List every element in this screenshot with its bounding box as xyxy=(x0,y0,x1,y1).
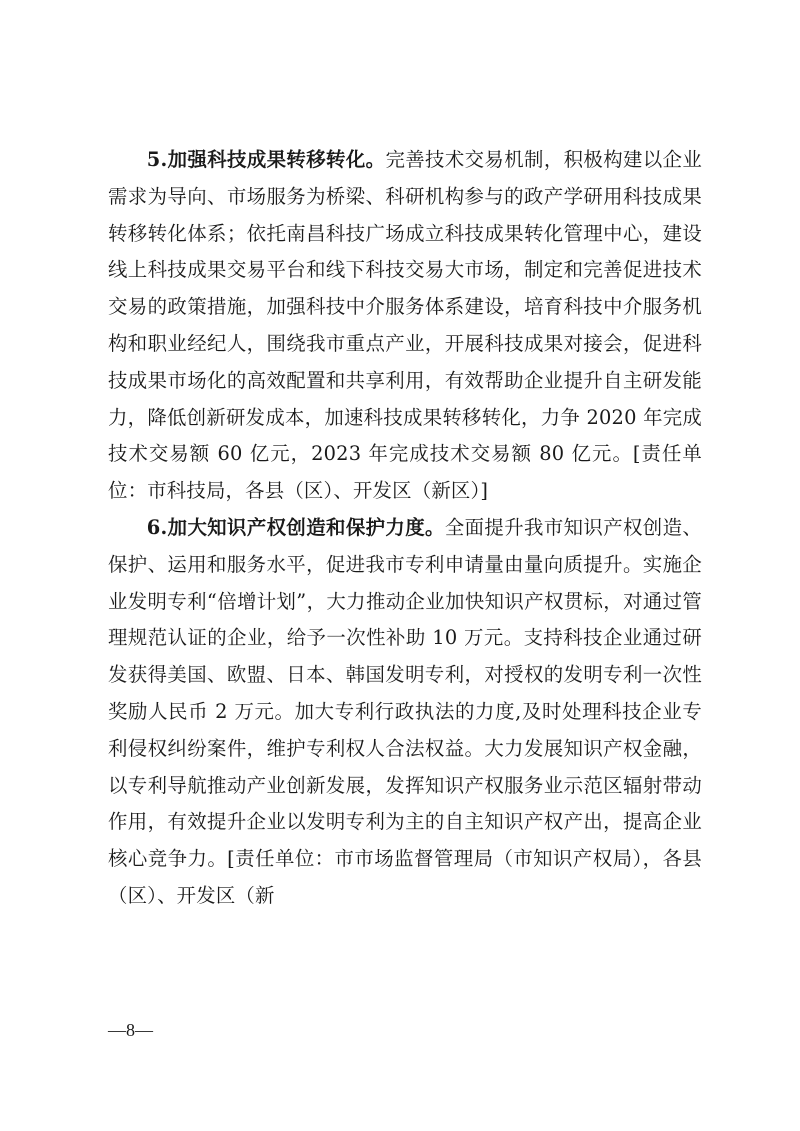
document-body xyxy=(108,142,702,915)
section-5-text: 完善技术交易机制，积极构建以企业需求为导向、市场服务为桥梁、科研机构参与的政产学研用科技成果转移转化体系；依托南昌科技广场成立科技成果转化管理中心，建设线上科技成果交易平台和线下科技交易大市场，制定和完善促进技术交易的政策措施，加强科技中介服务体系建设，培育科技中介服务机构和职业经纪人，围绕我市重点产业，开展科技成果对接会，促进科技成果市场化的高效配置和共享利用，有效帮助企业提升自主研发能力，降低创新研发成本，加速科技成果转移转化，力争 2020 年完成技术交易额 60 亿元，2023 年完成技术交易额 80 亿元。[责任单位：市科技局，各县（区）、开发区（新区）] xyxy=(108,148,703,503)
section-5-heading: 5.加强科技成果转移转化。 xyxy=(146,148,386,171)
section-6-text: 全面提升我市知识产权创造、保护、运用和服务水平，促进我市专利申请量由量向质提升。实施企业发明专利“倍增计划”，大力推动企业加快知识产权贯标，对通过管理规范认证的企业，给予一次性补助 10 万元。支持科技企业通过研发获得美国、欧盟、日本、韩国发明专利，对授权的发明专利一次性奖励人民币 2 万元。加大专利行政执法的力度,及时处理科技企业专利侵权纠纷案件，维护专利权人合法权益。大力发展知识产权金融，以专利导航推动产业创新发展，发挥知识产权服务业示范区辐射带动作用，有效提升企业以发明专利为主的自主知识产权产出，提高企业核心竞争力。[责任单位：市市场监督管理局（市知识产权局），各县（区）、开发区（新 xyxy=(108,515,702,907)
section-6-heading: 6.加大知识产权创造和保护力度。 xyxy=(146,515,445,539)
section-6-paragraph xyxy=(108,510,702,915)
page-number: —8— xyxy=(108,1020,153,1040)
section-5-paragraph xyxy=(108,142,702,510)
